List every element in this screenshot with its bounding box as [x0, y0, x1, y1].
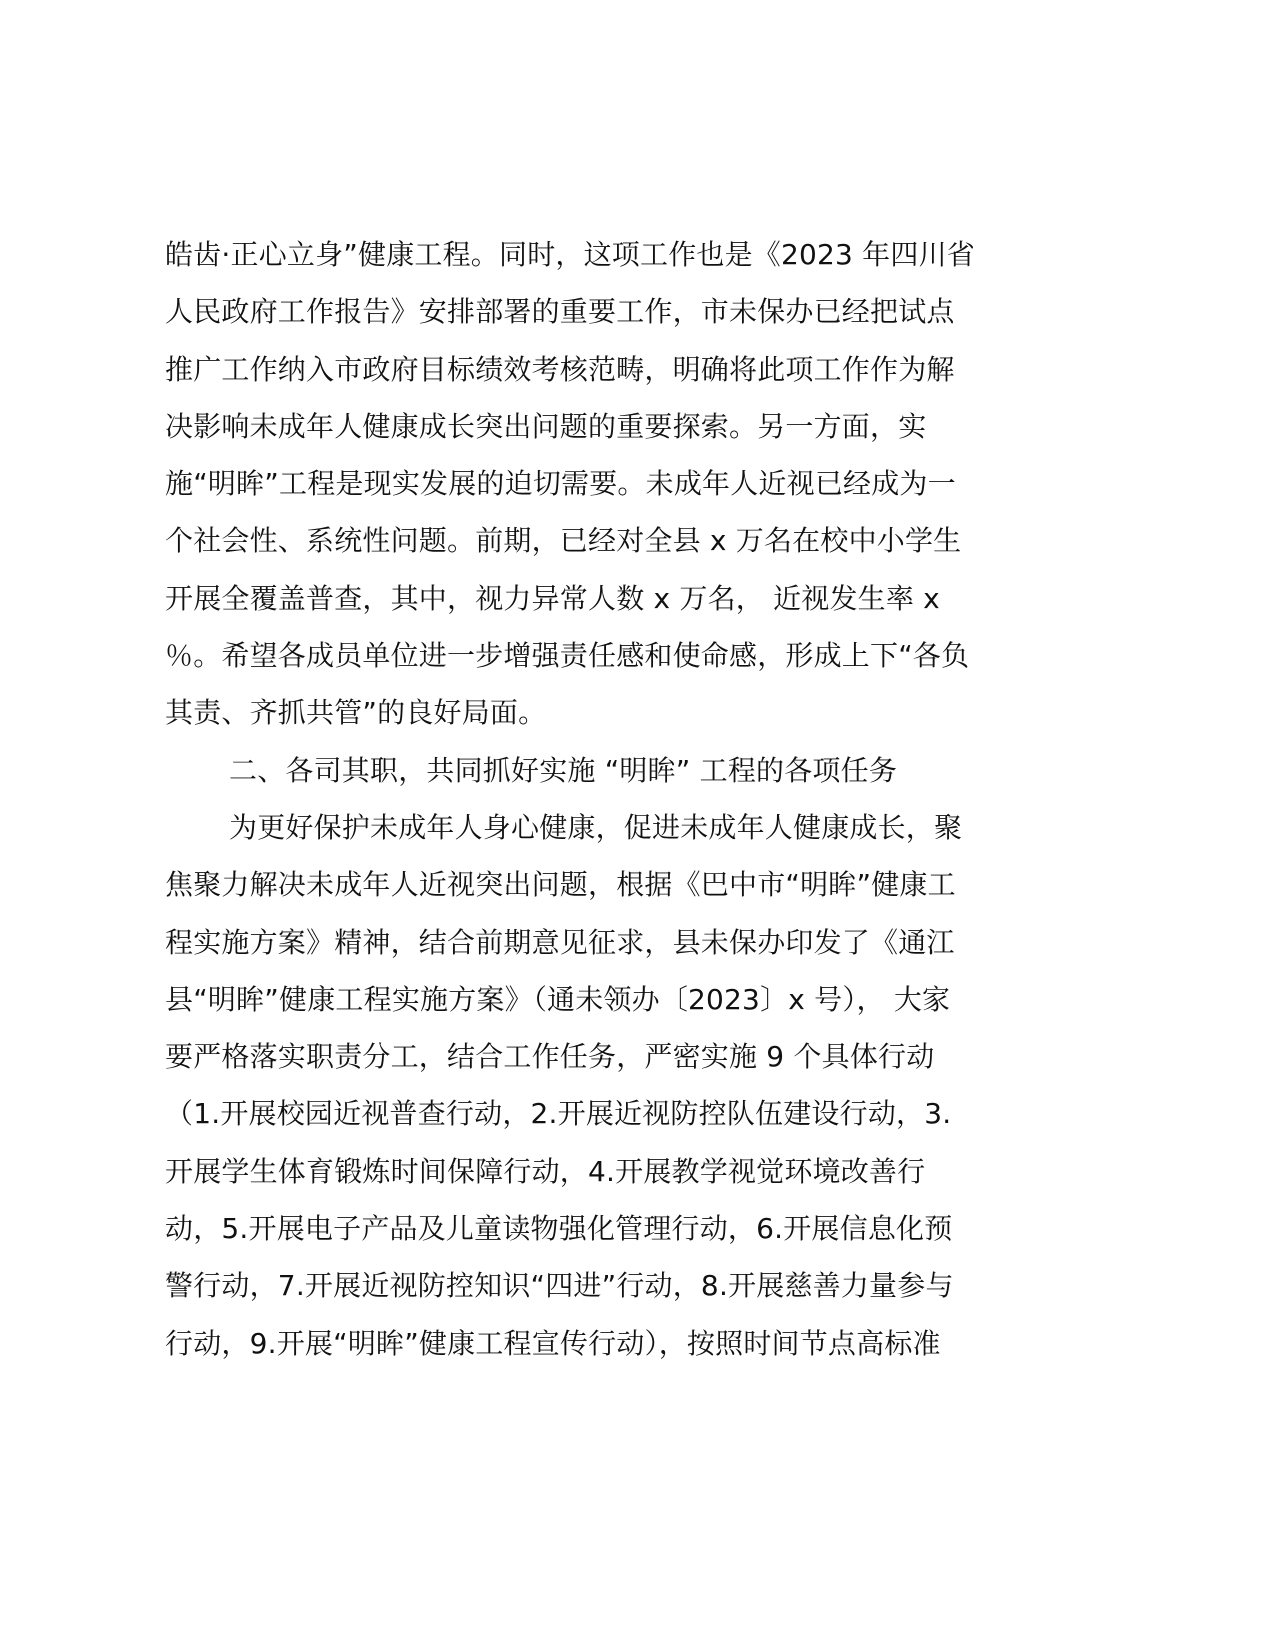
text-line: 行动，9.开展“明眸”健康工程宣传行动），按照时间节点高标准: [165, 1326, 941, 1360]
text-line: 施“明眸”工程是现实发展的迫切需要。未成年人近视已经成为一: [165, 467, 956, 501]
body-text: [165, 226, 1125, 1372]
section-heading: 二、各司其职，共同抓好实施 “明眸” 工程的各项任务: [229, 753, 898, 787]
text-line: 程实施方案》精神，结合前期意见征求，县未保办印发了《通江: [165, 925, 955, 959]
text-line: 皓齿·正心立身”健康工程。同时，这项工作也是《2023 年四川省: [165, 238, 975, 271]
text-line: 个社会性、系统性问题。前期，已经对全县 x 万名在校中小学生: [165, 524, 962, 558]
text-line: 为更好保护未成年人身心健康，促进未成年人健康成长，聚: [229, 810, 963, 844]
text-line: 动，5.开展电子产品及儿童读物强化管理行动，6.开展信息化预: [165, 1212, 953, 1246]
text-line: （1.开展校园近视普查行动，2.开展近视防控队伍建设行动，3.: [165, 1097, 952, 1131]
text-line: 开展全覆盖普查，其中，视力异常人数 x 万名， 近视发生率 x: [165, 581, 940, 615]
text-line: 决影响未成年人健康成长突出问题的重要探索。另一方面，实: [165, 409, 927, 443]
text-line: 推广工作纳入市政府目标绩效考核范畴，明确将此项工作作为解: [165, 352, 955, 386]
text-line: 县“明眸”健康工程实施方案》（通未领办〔2023〕x 号）， 大家: [165, 982, 951, 1016]
text-line: ％。希望各成员单位进一步增强责任感和使命感，形成上下“各负: [165, 639, 970, 673]
text-line: 警行动，7.开展近视防控知识“四进”行动，8.开展慈善力量参与: [165, 1269, 954, 1303]
text-line: 焦聚力解决未成年人近视突出问题，根据《巴中市“明眸”健康工: [165, 868, 956, 902]
text-line: 要严格落实职责分工，结合工作任务，严密实施 9 个具体行动: [165, 1040, 935, 1074]
text-line: 人民政府工作报告》安排部署的重要工作，市未保办已经把试点: [165, 295, 955, 329]
text-line: 开展学生体育锻炼时间保障行动，4.开展教学视觉环境改善行: [165, 1154, 926, 1188]
text-line: 其责、齐抓共管”的良好局面。: [165, 696, 547, 730]
